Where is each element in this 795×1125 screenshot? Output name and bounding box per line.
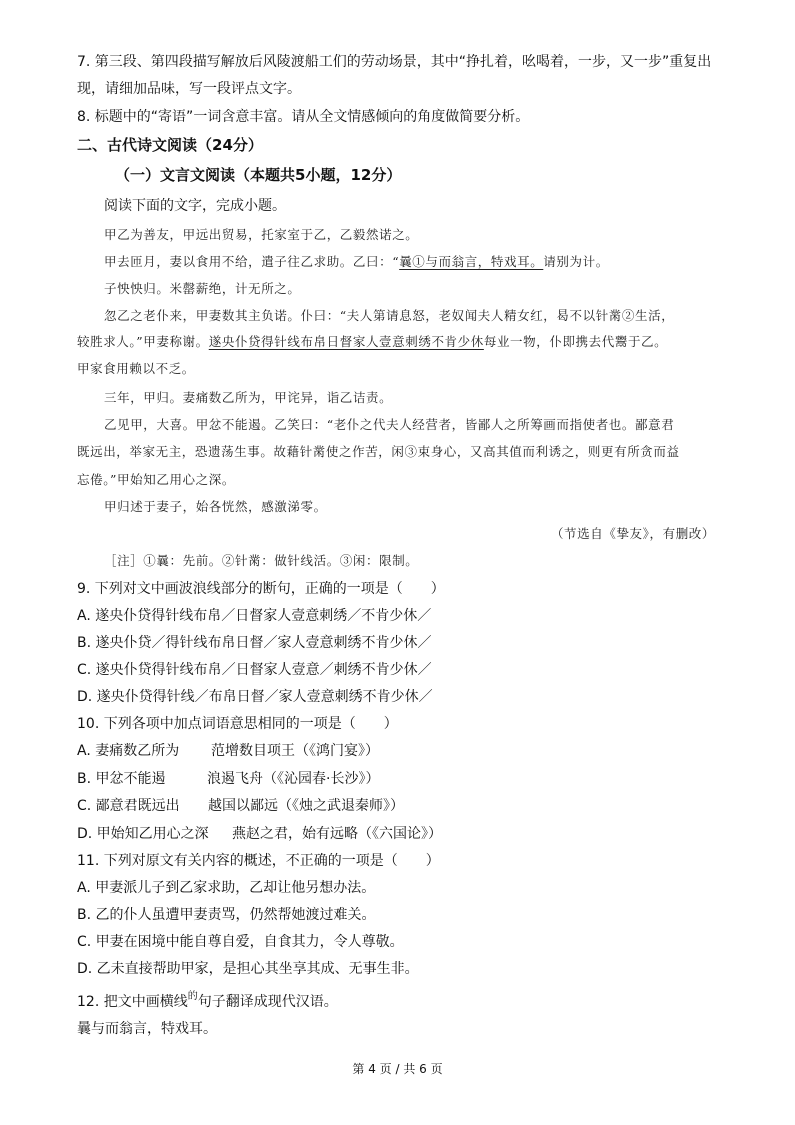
passage-paragraph: 甲归述于妻子，始各恍然，感激涕零。: [104, 499, 327, 514]
wavy-underlined-sentence: 遂央仆贷得针线布帛日督家人壹意刺绣不肯少休: [208, 334, 484, 349]
passage-line: [77, 333, 667, 351]
q10-option-d: D. 甲始知乙用心之深: [77, 826, 209, 842]
text: 较胜求人。”甲妻称谢。: [77, 334, 209, 349]
passage-line: 忘倦。”甲始知乙用心之深。: [77, 472, 235, 487]
q7-line-1: 7. 第三段、第四段描写解放后风陵渡船工们的劳动场景，其中“挣扎着，吆喝着，一步，又一步”重复出: [77, 54, 712, 70]
passage-source: （节选自《挚友》，有删改）: [550, 526, 715, 541]
subsection-title: （一）文言文阅读（本题共5小题，12分）: [115, 166, 402, 184]
text: 每业一物，仆即携去代鬻于乙。: [483, 334, 668, 349]
q10-option-c: C. 鄙意君既远出: [77, 798, 180, 814]
q10-option-d-compare: 燕赵之君，始有远略（《六国论》）: [232, 826, 442, 842]
passage-paragraph: 三年，甲归。妻痛数乙所为，甲诧异，诣乙诘责。: [104, 390, 393, 405]
passage-paragraph: 忽乙之老仆来，甲妻数其主负诺。仆曰：“夫人第请息怒，老奴闻夫人精女红，曷不以针黹②生活，: [104, 308, 675, 323]
passage-paragraph: 子怏怏归。米罄薪绝，计无所之。: [104, 281, 301, 296]
q10-option-b: B. 甲忿不能遏: [77, 771, 166, 787]
underlined-sentence: 曩①与而翁言，特戏耳。: [399, 254, 544, 269]
q9-option-c: C. 遂央仆贷得针线布帛／日督家人壹意／刺绣不肯少休／: [77, 662, 432, 678]
q10-option-c-compare: 越国以鄙远（《烛之武退秦师》）: [208, 798, 404, 814]
q12-sentence: 曩与而翁言，特戏耳。: [77, 1021, 217, 1037]
q10-option-a: A. 妻痛数乙所为: [77, 743, 180, 759]
q7-line-2: 现，请细加品味，写一段评点文字。: [77, 81, 301, 97]
q9-option-b: B. 遂央仆贷／得针线布帛日督／家人壹意刺绣不肯少休／: [77, 635, 432, 651]
q11-option-a: A. 甲妻派儿子到乙家求助，乙却让他另想办法。: [77, 880, 376, 896]
q10-option-b-compare: 浪遏飞舟（《沁园春·长沙》）: [207, 771, 380, 787]
q11-stem: 11. 下列对原文有关内容的概述，不正确的一项是（ ）: [77, 853, 440, 869]
q11-option-c: C. 甲妻在困境中能自尊自爱，自食其力，令人尊敬。: [77, 934, 404, 950]
passage-note: ［注］①曩：先前。②针黹：做针线活。③闲：限制。: [104, 553, 419, 568]
q9-stem: 9. 下列对文中画波浪线部分的断句，正确的一项是（ ）: [77, 581, 445, 597]
reading-instruction: 阅读下面的文字，完成小题。: [104, 198, 286, 214]
passage-line: 既远出，举家无主，恐遗荡生事。故藉针黹使之作苦，闲③束身心，又高其值而利诱之，则更有所贪而益: [77, 444, 680, 459]
passage-line: 甲家食用赖以不乏。: [77, 361, 195, 376]
superscript: 的: [187, 991, 198, 1002]
q12-stem: [77, 993, 338, 1013]
page-footer: 第 4 页 / 共 6 页: [352, 1062, 443, 1076]
section-title: 二、古代诗文阅读（24分）: [77, 136, 263, 154]
question-8: 8. 标题中的“寄语”一词含意丰富。请从全文情感倾向的角度做简要分析。: [77, 109, 530, 125]
passage-paragraph: [104, 253, 609, 271]
q10-option-a-compare: 范增数目项王（《鸿门宴》）: [211, 743, 379, 759]
passage-paragraph: 甲乙为善友，甲远出贸易，托家室于乙，乙毅然诺之。: [104, 227, 419, 242]
passage-paragraph: 乙见甲，大喜。甲忿不能遏。乙笑曰：“老仆之代夫人经营者，皆鄙人之所筹画而指使者也。鄙意君: [104, 417, 675, 432]
text: 句子翻译成现代汉语。: [197, 994, 338, 1010]
q11-option-b: B. 乙的仆人虽遭甲妻责骂，仍然帮她渡过难关。: [77, 907, 376, 923]
q9-option-a: A. 遂央仆贷得针线布帛／日督家人壹意刺绣／不肯少休／: [77, 608, 432, 624]
q11-option-d: D. 乙未直接帮助甲家，是担心其坐享其成、无事生非。: [77, 961, 419, 977]
text: 甲去匝月，妻以食用不给，遣子往乙求助。乙曰：“: [104, 254, 400, 269]
q9-option-d: D. 遂央仆贷得针线／布帛日督／家人壹意刺绣不肯少休／: [77, 689, 433, 705]
text: 请别为计。: [543, 254, 609, 269]
text: 12. 把文中画横线: [77, 994, 188, 1010]
q10-stem: 10. 下列各项中加点词语意思相同的一项是（ ）: [77, 716, 398, 732]
